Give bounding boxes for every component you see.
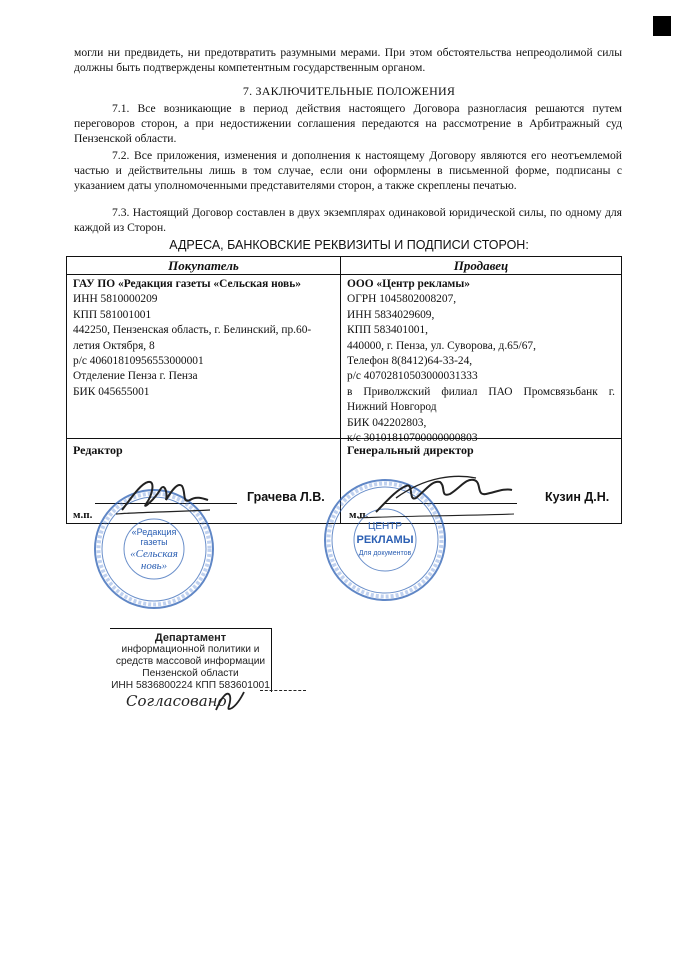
buyer-stamp-line2: газеты [140, 537, 168, 547]
department-stamp-dash [260, 690, 306, 691]
corner-black-mark [653, 16, 671, 36]
seller-seal-mark: м.п. [349, 509, 369, 521]
paragraph-force-majeure-end: могли ни предвидеть, ни предотвратить разумными мерами. При этом обстоятельства непреодолимой силы должны быть подтверждены компетентным государственным органом. [74, 46, 622, 75]
seller-bik: БИК 042202803, [347, 416, 427, 429]
seller-bank: в Приволжский филиал ПАО Промсвязьбанк г. Нижний Новгород [347, 385, 615, 414]
buyer-stamp-line3: «Сельская [130, 548, 178, 560]
department-stamp-line2: средств массовой информации [115, 656, 266, 667]
seller-handwritten-signature [356, 468, 516, 524]
paragraph-7-2: 7.2. Все приложения, изменения и дополнения к настоящему Договору являются его неотъемлемой частью и действительны лишь в том случае, если они оформлены в письменной форме, подписаны с указанием даты уполномоченными представителями сторон, а также скреплены печатью. [74, 149, 622, 193]
paragraph-7-3: 7.3. Настоящий Договор составлен в двух экземплярах одинаковой юридической силы, по одному для каждой из Сторон. [74, 206, 622, 235]
seller-kpp: КПП 583401001, [347, 324, 429, 337]
department-stamp-line4: ИНН 5836800224 КПП 583601001 [111, 680, 270, 691]
department-stamp-line1: информационной политики и [121, 644, 260, 655]
department-stamp-title: Департамент [154, 632, 227, 644]
department-stamp [110, 628, 272, 692]
buyer-column-header: Покупатель [168, 258, 239, 273]
buyer-handwritten-signature [112, 470, 212, 518]
seller-phone: Телефон 8(8412)64-33-24, [347, 355, 473, 368]
requisites-table-title: АДРЕСА, БАНКОВСКИЕ РЕКВИЗИТЫ И ПОДПИСИ СТОРОН: [169, 238, 529, 252]
seller-stamp-line3: Для документов [358, 550, 412, 557]
seller-stamp-line2: РЕКЛАМЫ [356, 534, 414, 546]
seller-inn: ИНН 5834029609, [347, 308, 435, 321]
seller-signer-role: Генеральный директор [347, 443, 474, 457]
approval-signature [212, 686, 248, 716]
seller-stamp-line1: ЦЕНТР [367, 521, 403, 532]
seller-corr-account: к/с 30101810700000000803 [347, 432, 478, 445]
seller-ogrn: ОГРН 1045802008207, [347, 293, 457, 306]
buyer-signer-name: Грачева Л.В. [247, 490, 325, 504]
seller-column-header: Продавец [453, 258, 509, 273]
buyer-requisites [73, 277, 335, 400]
seller-account: р/с 40702810503000031333 [347, 370, 478, 383]
buyer-seal-mark: м.п. [73, 509, 93, 521]
seller-signer-name: Кузин Д.Н. [545, 490, 610, 504]
buyer-name: ГАУ ПО «Редакция газеты «Сельская новь» [73, 278, 301, 290]
seller-name: ООО «Центр рекламы» [347, 278, 470, 290]
buyer-address: 442250, Пензенская область, г. Белинский, пр.60-летия Октября, 8 [73, 324, 312, 352]
buyer-account: р/с 40601810956553000001 [73, 355, 204, 368]
seller-requisites [347, 277, 615, 446]
buyer-inn: ИНН 5810000209 [73, 293, 158, 306]
buyer-kpp: КПП 581001001 [73, 308, 152, 321]
buyer-signer-role: Редактор [73, 443, 123, 457]
buyer-stamp-line1: «Редакция [131, 527, 177, 537]
approval-handwriting: Согласовано [126, 692, 227, 710]
buyer-bank: Отделение Пенза г. Пенза [73, 370, 198, 383]
buyer-bik: БИК 045655001 [73, 385, 150, 398]
buyer-stamp-line4: новь» [140, 560, 168, 572]
paragraph-7-1: 7.1. Все возникающие в период действия настоящего Договора разногласия решаются путем переговоров сторон, а при недостижении соглашения передаются на рассмотрение в Арбитражный суд Пензенской области. [74, 102, 622, 146]
seller-address: 440000, г. Пенза, ул. Суворова, д.65/67, [347, 339, 536, 352]
table-divider-header [67, 274, 621, 275]
department-stamp-line3: Пензенской области [142, 668, 239, 679]
section-heading: 7. ЗАКЛЮЧИТЕЛЬНЫЕ ПОЛОЖЕНИЯ [242, 84, 456, 98]
